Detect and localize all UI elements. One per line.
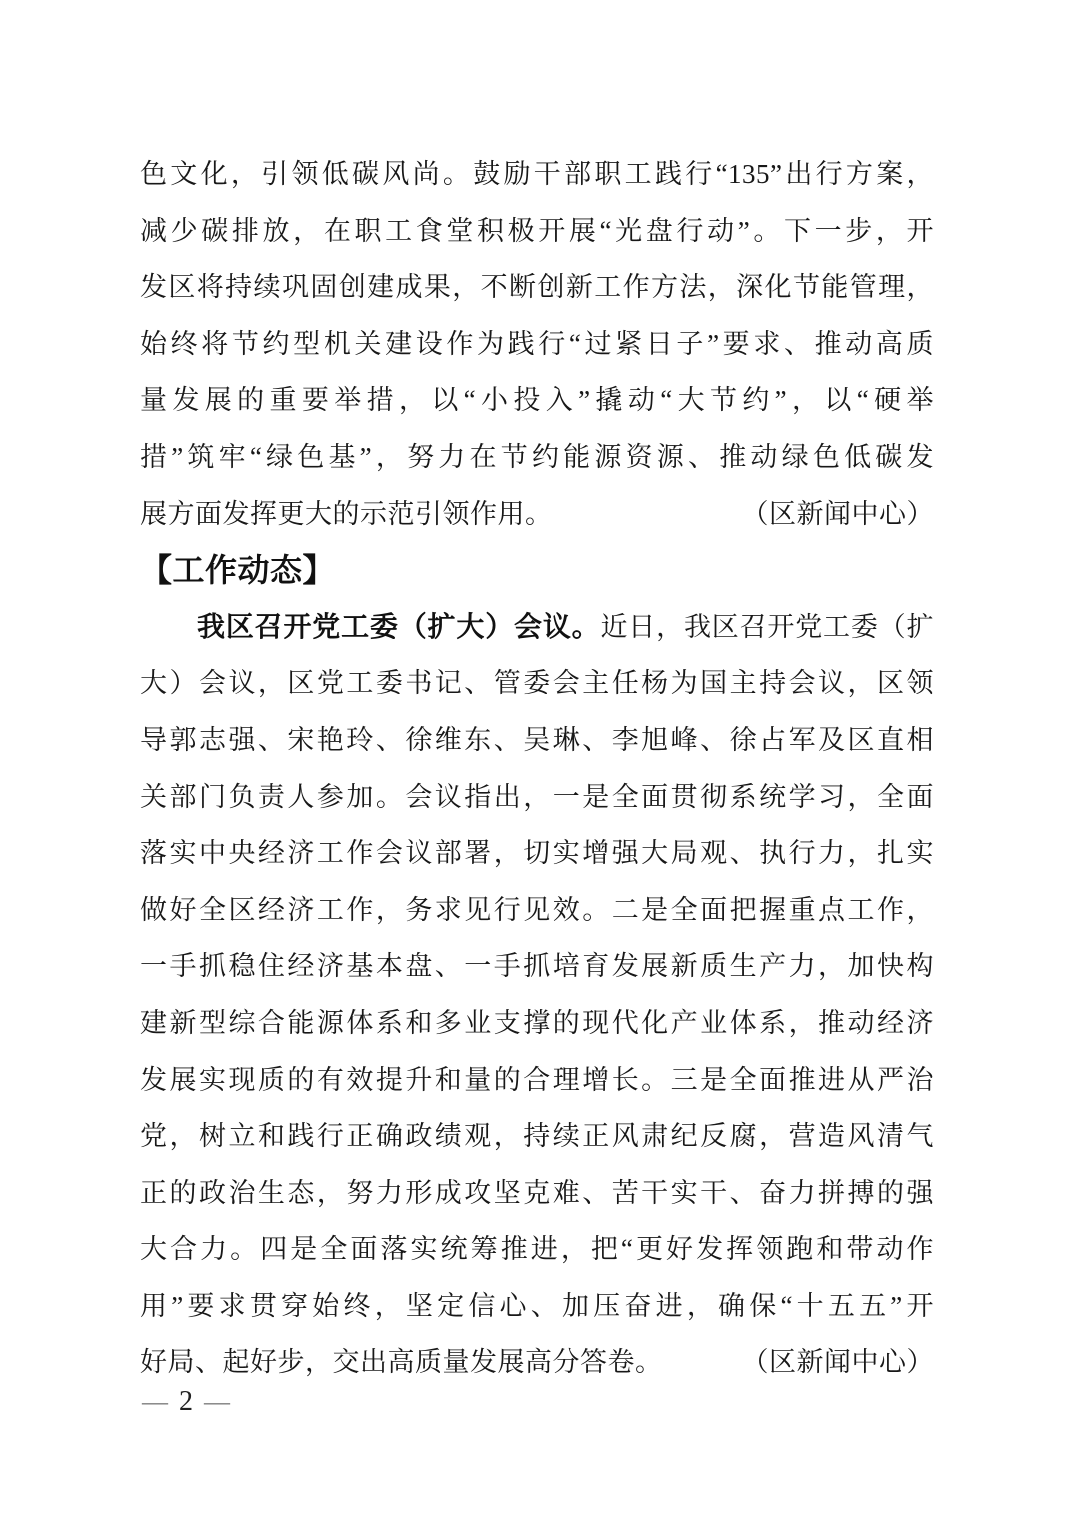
- body-line: 关部门负责人参加。会议指出，一是全面贯彻系统学习，全面: [140, 781, 934, 812]
- body-line-last: [140, 1334, 934, 1391]
- body-line: 措”筑牢“绿色基”，努力在节约能源资源、推动绿色低碳发: [140, 441, 934, 472]
- page-number-dash-right: —: [204, 1387, 230, 1416]
- body-line: 发展实现质的有效提升和量的合理增长。三是全面推进从严治: [140, 1064, 934, 1095]
- body-line: 做好全区经济工作，务求见行见效。二是全面把握重点工作，: [140, 894, 934, 925]
- body-line: 导郭志强、宋艳玲、徐维东、吴琳、李旭峰、徐占军及区直相: [140, 724, 934, 755]
- attribution: （区新闻中心）: [741, 498, 934, 529]
- article-lead-rest: 近日，我区召开党工委（扩: [600, 611, 934, 642]
- paragraph-ending-text: 好局、起好步，交出高质量发展高分答卷。: [140, 1347, 663, 1378]
- body-line: 色文化，引领低碳风尚。鼓励干部职工践行“135”出行方案，: [140, 159, 934, 189]
- body-line: 减少碳排放，在职工食堂积极开展“光盘行动”。下一步，开: [140, 215, 934, 246]
- body-line: 正的政治生态，努力形成攻坚克难、苦干实干、奋力拼搏的强: [140, 1177, 934, 1208]
- body-line-first: [140, 599, 934, 656]
- body-line: 用”要求贯穿始终，坚定信心、加压奋进，确保“十五五”开: [140, 1290, 934, 1321]
- page-content: [140, 146, 934, 1391]
- body-line: 建新型综合能源体系和多业支撑的现代化产业体系，推动经济: [140, 1007, 934, 1038]
- article-party-committee-meeting: [140, 599, 934, 1391]
- attribution: （区新闻中心）: [741, 1347, 934, 1378]
- paragraph-ending-text: 展方面发挥更大的示范引领作用。: [140, 498, 553, 529]
- article-title-bold: 我区召开党工委（扩大）会议。: [197, 610, 601, 642]
- article-energy-saving: [140, 146, 934, 542]
- body-line-last: [140, 486, 934, 543]
- body-line: 量发展的重要举措，以“小投入”撬动“大节约”，以“硬举: [140, 385, 934, 416]
- page-number-dash-left: —: [142, 1387, 168, 1416]
- section-header: 【工作动态】: [140, 552, 336, 589]
- body-line: 落实中央经济工作会议部署，切实增强大局观、执行力，扎实: [140, 838, 934, 869]
- page-number: [142, 1386, 230, 1418]
- body-line: 发区将持续巩固创建成果，不断创新工作方法，深化节能管理，: [140, 272, 934, 303]
- body-line: 始终将节约型机关建设作为践行“过紧日子”要求、推动高质: [140, 328, 934, 359]
- body-line: 党，树立和践行正确政绩观，持续正风肃纪反腐，营造风清气: [140, 1121, 934, 1152]
- body-line: 大）会议，区党工委书记、管委会主任杨为国主持会议，区领: [140, 668, 934, 699]
- body-line: 一手抓稳住经济基本盘、一手抓培育发展新质生产力，加快构: [140, 951, 934, 982]
- page-number-value: 2: [179, 1386, 193, 1417]
- body-line: 大合力。四是全面落实统筹推进，把“更好发挥领跑和带动作: [140, 1234, 934, 1265]
